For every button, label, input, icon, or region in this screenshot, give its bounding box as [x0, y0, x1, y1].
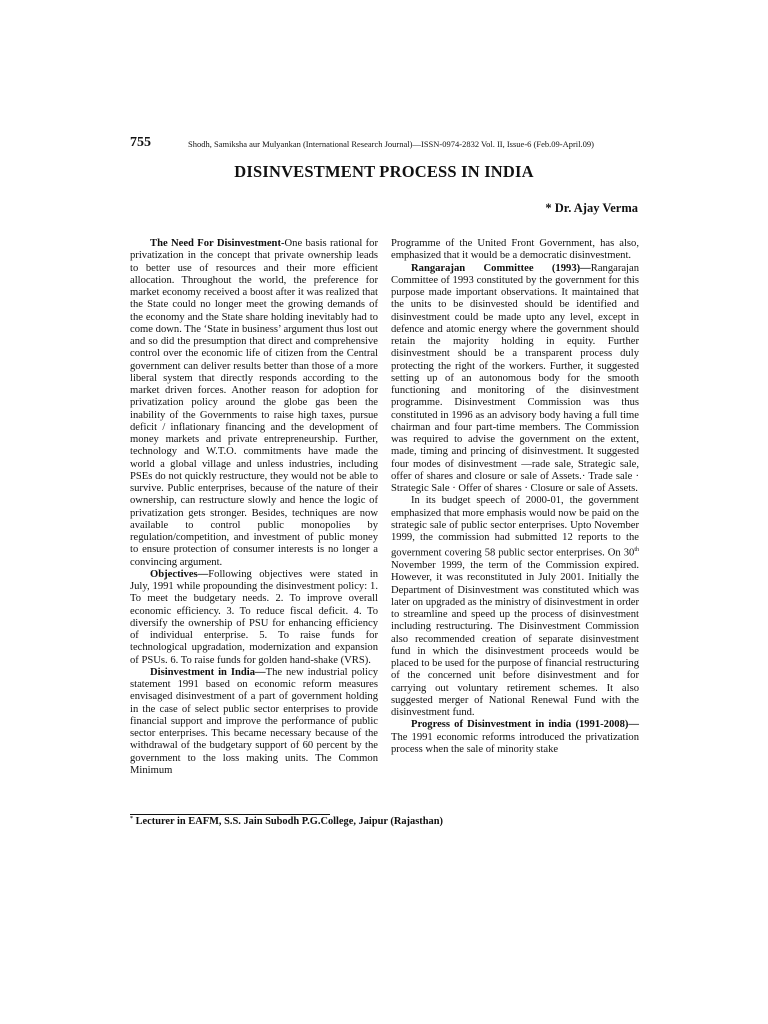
paragraph-text: Following objectives were stated in July, 1991 while propounding the disinvestment policy: 1. To meet the budgetary needs. 2. To improve overall economic efficiency. 3. To reduce fiscal deficit. 4. To diversify the ownership of PSU for enhancing efficiency of individual enterprise. 5. To raise funds for technological upgradation, modernization and expansion of PSUs. 6. To raise funds for golden hand-shake (VRS).	[130, 568, 378, 666]
footnote	[130, 816, 443, 827]
paragraph-text: Programme of the United Front Government, has also, emphasized that it would be a democratic disinvestment.	[391, 238, 639, 262]
paragraph-heading: Rangarajan Committee (1993)—	[411, 262, 591, 274]
paragraph-text: One basis rational for privatization in the concept that private ownership leads to better use of resources and their more efficient allocation. Throughout the world, the preference for market economy received a boost after it was realized that the State could no longer meet the growing demands of the economy and the State share holding inevitably had to come down. The ‘State in business’ argument thus lost out and so did the presumption that direct and comprehensive control over the economic life of citizen from the Central government can deliver results better than those of a more liberal system that directly responds according to the market driven forces. Another reason for adoption for privatization policy around the globe gas been the inability of the Governments to raise high taxes, pursue deficit / inflationary financing and the development of money markets and private entrepreneurship. Further, technology and W.T.O. commitments have made the world a global village and unless industries, including PSEs do not quickly restructure, they would not be able to survive. Public enterprises, because of the nature of their ownership, can restructure slowly and hence the logic of privatization gets stronger. Besides, techniques are now available to control public monopolies by regulation/competition, and investment of public money to ensure protection of consumer interests is no longer a convincing argument.	[130, 238, 378, 568]
footnote-marker: *	[130, 816, 133, 822]
journal-citation: Shodh, Samiksha aur Mulyankan (International Research Journal)—ISSN-0974-2832 Vol. II, Issue-6 (Feb.09-April.09)	[188, 139, 594, 149]
footnote-rule	[130, 814, 330, 815]
article-author: * Dr. Ajay Verma	[545, 201, 638, 215]
paragraph-progress-of-disinvestment	[391, 719, 639, 756]
paragraph-text: In its budget speech of 2000-01, the government emphasized that more emphasis would now be paid on the strategic sale of public sector enterprises. Upto November 1999, the commission had submitted 12 reports to the government covering 58 public sector enterprises. On 30	[391, 495, 639, 559]
right-column	[391, 238, 639, 756]
superscript: th	[634, 547, 639, 554]
paragraph-objectives	[130, 569, 378, 667]
running-header	[130, 135, 640, 155]
paragraph-need-for-disinvestment	[130, 238, 378, 569]
paragraph-text: November 1999, the term of the Commission expired. However, it was reconstituted in July 2001. Initially the Department of Disinvestment was constituted which was later on upgraded as the ministry of disinvestment in order to streamline and speed up the process of disinvestment including restructuring. The Disinvestment Commission also recommended creation of separate disinvestment fund in which the disinvestment proceeds would be placed to be used for the purpose of financial restructuring of the concerned unit before disinvestment and for carrying out voluntary retirement schemes. It also suggested merger of National Renewal Fund with the disinvestment fund.	[391, 560, 640, 719]
paragraph-heading: Disinvestment in India—	[150, 666, 266, 678]
paragraph-text: Rangarajan Committee of 1993 constituted by the government for this purpose made important observations. It maintained that the units to be disinvested should be identified and disinvestment could be made upto any level, except in defence and atomic energy where the government should retain the majority holding in equity. Further disinvestment should be a transparent process duly protecting the right of the workers. Further, it suggested setting up of an autonomous body for the smooth functioning and monitoring of the disinvestment programme. Disinvestment Commission was thus constituted in 1996 as an advisory body having a full time chairman and four part-time members. The Commission was required to advise the government on the extent, made, timing and princing of disinvestment. It suggested four modes of disinvestment —rade sale, Strategic sale, offer of shares and closure or sale of Assets.· Trade sale · Strategic Sale · Offer of shares · Closure or sale of Assets.	[391, 262, 639, 494]
footnote-text: Lecturer in EAFM, S.S. Jain Subodh P.G.College, Jaipur (Rajasthan)	[133, 816, 443, 827]
paragraph-disinvestment-in-india	[130, 667, 378, 777]
left-column	[130, 238, 378, 777]
paragraph-budget-speech	[391, 495, 639, 719]
paragraph-heading: The Need For Disinvestment-	[150, 238, 285, 249]
paragraph-rangarajan-committee	[391, 263, 639, 496]
paragraph-heading: Progress of Disinvestment in india (1991-2008)—	[411, 719, 639, 731]
paragraph-text: The new industrial policy statement 1991 based on economic reform measures envisaged disinvestment of a part of government holding in the case of select public sector enterprises to provide financial support and improve the performance of public sector enterprises. This became necessary because of the withdrawal of the budgetary support of 60 percent by the government to the loss making units. The Common Minimum	[130, 666, 378, 776]
paragraph-text: The 1991 economic reforms introduced the privatization process when the sale of minority stake	[391, 731, 639, 755]
paragraph-heading: Objectives—	[150, 568, 209, 580]
paragraph-continuation	[391, 238, 639, 263]
article-title: DISINVESTMENT PROCESS IN INDIA	[234, 162, 534, 181]
page-number: 755	[130, 135, 151, 150]
